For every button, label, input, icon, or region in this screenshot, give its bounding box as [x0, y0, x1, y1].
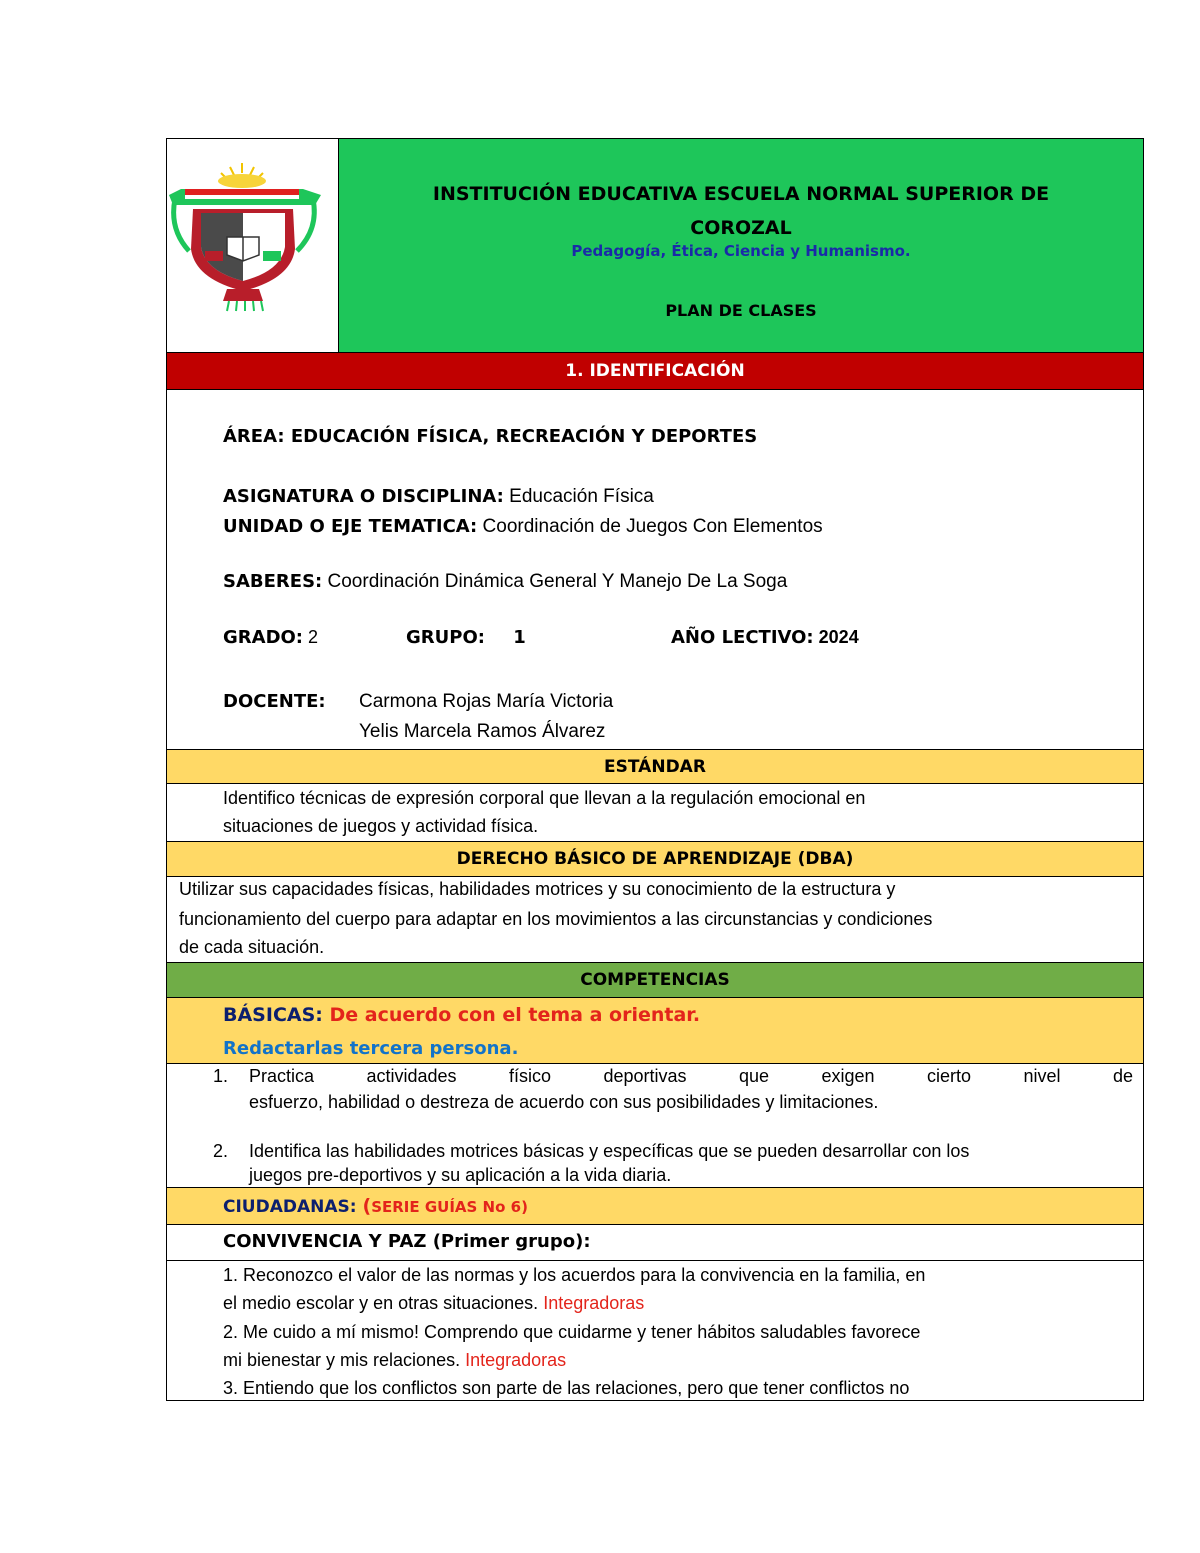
- conv3-line1: 3. Entiendo que los conflictos son parte de las relaciones, pero que tener conflictos no: [223, 1378, 910, 1398]
- anio-value: 2024: [818, 627, 859, 647]
- estandar-heading: ESTÁNDAR: [604, 756, 706, 777]
- item1-word: exigen: [821, 1066, 875, 1086]
- school-crest-logo: [167, 139, 339, 353]
- estandar-body: [167, 784, 1143, 842]
- logo-cell: [167, 139, 339, 353]
- unidad-value: Coordinación de Juegos Con Elementos: [482, 516, 823, 537]
- asignatura-label: ASIGNATURA O DISCIPLINA:: [223, 486, 504, 507]
- item1-word: Practica: [249, 1066, 315, 1086]
- item2-number: 2.: [213, 1141, 229, 1161]
- lesson-plan-document: [166, 138, 1144, 1401]
- dba-line3: de cada situación.: [179, 937, 325, 957]
- area-line: ÁREA: EDUCACIÓN FÍSICA, RECREACIÓN Y DEPORTES: [223, 426, 758, 447]
- school-name-line1: INSTITUCIÓN EDUCATIVA ESCUELA NORMAL SUPERIOR DE: [432, 183, 1050, 205]
- saberes-line: [223, 571, 787, 593]
- docente-2: Yelis Marcela Ramos Álvarez: [359, 721, 606, 742]
- unidad-line: [223, 516, 823, 538]
- header-title-cell: [339, 139, 1143, 353]
- ciudadanas-paren: (: [362, 1195, 372, 1217]
- item2-line1: Identifica las habilidades motrices básicas y específicas que se pueden desarrollar con los: [249, 1141, 970, 1161]
- conv2-tag: Integradoras: [465, 1350, 567, 1370]
- dba-line2: funcionamiento del cuerpo para adaptar en los movimientos a las circunstancias y condiciones: [179, 909, 933, 929]
- docente-1: Carmona Rojas María Victoria: [359, 691, 614, 712]
- competencias-band: [167, 963, 1143, 998]
- docente-label: DOCENTE:: [223, 691, 326, 712]
- grado-value: 2: [308, 627, 319, 647]
- anio-label: AÑO LECTIVO:: [671, 627, 814, 648]
- saberes-label: SABERES:: [223, 571, 323, 592]
- grupo-label: GRUPO:: [406, 627, 485, 648]
- school-name-line2: COROZAL: [690, 217, 792, 239]
- identificacion-body: [167, 390, 1143, 750]
- ciudadanas-label: CIUDADANAS:: [223, 1197, 357, 1217]
- conv2-line2: [223, 1350, 566, 1371]
- saberes-value: Coordinación Dinámica General Y Manejo De La Soga: [327, 571, 788, 592]
- item2-line2: juegos pre-deportivos y su aplicación a la vida diaria.: [249, 1165, 672, 1185]
- asignatura-line: [223, 486, 654, 508]
- conv1-line2: [223, 1293, 644, 1314]
- convivencia-list: [167, 1261, 1143, 1402]
- item1-word: físico: [509, 1066, 552, 1086]
- item1-word: de: [1112, 1066, 1133, 1086]
- dba-body: [167, 877, 1143, 963]
- redactar-note: Redactarlas tercera persona.: [223, 1038, 519, 1059]
- convivencia-row: [167, 1225, 1143, 1261]
- grado-label: GRADO:: [223, 627, 304, 648]
- estandar-line2: situaciones de juegos y actividad física.: [223, 816, 539, 836]
- ciudadanas-note: SERIE GUÍAS No 6): [371, 1198, 528, 1216]
- estandar-line1: Identifico técnicas de expresión corporal que llevan a la regulación emocional en: [223, 788, 866, 808]
- identificacion-band: [167, 353, 1143, 390]
- identificacion-heading: 1. IDENTIFICACIÓN: [565, 361, 745, 381]
- conv1-line1: 1. Reconozco el valor de las normas y los acuerdos para la convivencia en la familia, en: [223, 1265, 926, 1285]
- basicas-note: De acuerdo con el tema a orientar.: [329, 1004, 701, 1026]
- ciudadanas-band: [167, 1188, 1143, 1225]
- ciudadanas-line: [223, 1195, 528, 1217]
- item1-word: deportivas: [603, 1066, 687, 1086]
- unidad-label: UNIDAD O EJE TEMATICA:: [223, 516, 478, 537]
- item1-word: cierto: [926, 1066, 971, 1086]
- basicas-list: [167, 1064, 1143, 1188]
- item1-number: 1.: [213, 1066, 229, 1086]
- conv1-tag: Integradoras: [543, 1293, 645, 1313]
- dba-line1: Utilizar sus capacidades físicas, habilidades motrices y su conocimiento de la estructura y: [179, 879, 896, 899]
- item1-line2: esfuerzo, habilidad o destreza de acuerdo con sus posibilidades y limitaciones.: [249, 1092, 879, 1112]
- anio-field: [671, 627, 859, 648]
- estandar-band: [167, 750, 1143, 784]
- item1-word: que: [738, 1066, 770, 1086]
- item1-word: actividades: [366, 1066, 457, 1086]
- item1-word: nivel: [1023, 1066, 1061, 1086]
- conv2-line1: 2. Me cuido a mí mismo! Comprendo que cuidarme y tener hábitos saludables favorece: [223, 1322, 921, 1342]
- basicas-band: [167, 998, 1143, 1064]
- asignatura-value: Educación Física: [509, 486, 654, 507]
- grupo-field: [406, 627, 526, 648]
- basicas-label: BÁSICAS:: [223, 1004, 323, 1026]
- dba-heading: DERECHO BÁSICO DE APRENDIZAJE (DBA): [456, 849, 854, 869]
- conv1-line2-text: el medio escolar y en otras situaciones.: [223, 1293, 539, 1313]
- convivencia-heading: CONVIVENCIA Y PAZ (Primer grupo):: [223, 1231, 591, 1252]
- grupo-value: 1: [513, 627, 526, 648]
- dba-band: [167, 842, 1143, 877]
- plan-title: PLAN DE CLASES: [665, 301, 817, 320]
- conv2-line2-text: mi bienestar y mis relaciones.: [223, 1350, 461, 1370]
- basicas-line: [223, 1004, 700, 1026]
- competencias-heading: COMPETENCIAS: [580, 970, 730, 990]
- item1-line1: [249, 1066, 1133, 1087]
- school-motto: Pedagogía, Ética, Ciencia y Humanismo.: [571, 242, 911, 260]
- grado-field: [223, 627, 318, 648]
